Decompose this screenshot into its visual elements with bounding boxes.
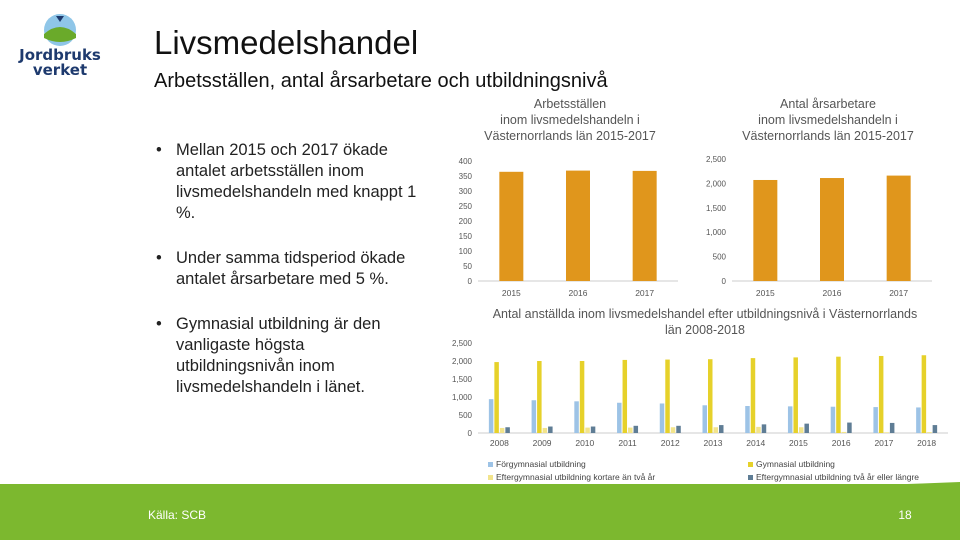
x-tick-label: 2015 xyxy=(501,288,521,298)
bar xyxy=(714,427,719,433)
bar xyxy=(873,407,878,433)
y-tick-label: 0 xyxy=(467,429,472,438)
chart1-arbetsstallen xyxy=(440,150,680,300)
bullet-item: • Mellan 2015 och 2017 ökade antalet arbetsställen inom livsmedelshandeln med knappt 1 %. xyxy=(150,140,420,224)
source-text: Källa: SCB xyxy=(148,508,207,522)
x-tick-label: 2016 xyxy=(822,288,842,298)
y-tick-label: 400 xyxy=(458,157,472,166)
chart3-title-line: län 2008-2018 xyxy=(665,323,745,337)
bar xyxy=(585,428,590,433)
bar xyxy=(703,405,708,433)
bar xyxy=(505,427,510,433)
chart3-title-line: Antal anställda inom livsmedelshandel efter utbildningsnivå i Västernorrlands xyxy=(492,307,918,321)
bar xyxy=(489,399,494,433)
bar xyxy=(842,432,847,433)
legend-swatch xyxy=(748,462,753,467)
slide-title: Livsmedelshandel xyxy=(154,24,419,61)
bar xyxy=(788,406,793,433)
bar xyxy=(574,401,579,433)
bullet-item: • Under samma tidsperiod ökade antalet årsarbetare med 5 %. xyxy=(150,248,420,290)
bar xyxy=(676,426,681,433)
x-tick-label: 2009 xyxy=(532,438,552,448)
bar xyxy=(804,424,809,433)
bar xyxy=(887,176,911,281)
legend-item xyxy=(488,459,586,469)
jordbruksverket-logo xyxy=(12,12,108,88)
y-tick-label: 2,000 xyxy=(451,357,472,366)
y-tick-label: 1,500 xyxy=(451,375,472,384)
bar xyxy=(831,407,836,433)
bar xyxy=(890,423,895,433)
y-tick-label: 500 xyxy=(458,411,472,420)
y-tick-label: 1,500 xyxy=(705,203,726,213)
bar xyxy=(753,180,777,281)
bar xyxy=(847,423,852,433)
y-tick-label: 350 xyxy=(458,172,472,181)
bar xyxy=(933,425,938,433)
bar xyxy=(566,171,590,281)
bar xyxy=(623,360,628,433)
chart2-title-line: Västernorrlands län 2015-2017 xyxy=(742,129,914,143)
bar xyxy=(532,400,537,433)
bar xyxy=(499,172,523,281)
legend-label: Eftergymnasial utbildning två år eller längre xyxy=(756,472,920,482)
y-tick-label: 1,000 xyxy=(705,228,726,238)
x-tick-label: 2008 xyxy=(489,438,509,448)
bar xyxy=(922,355,927,433)
bar xyxy=(719,425,724,433)
x-tick-label: 2017 xyxy=(635,288,655,298)
y-tick-label: 100 xyxy=(458,247,472,256)
y-tick-label: 1,000 xyxy=(451,393,472,402)
y-tick-label: 0 xyxy=(467,277,472,286)
bar xyxy=(756,427,761,433)
logo-line2: verket xyxy=(32,61,88,79)
bullet-item: • Gymnasial utbildning är den vanligaste högsta utbildningsnivån inom livsmedelshandeln i länet. xyxy=(150,314,420,398)
bar xyxy=(543,428,548,433)
bar xyxy=(836,357,841,433)
logo-line1: Jordbruks xyxy=(19,46,101,64)
x-tick-label: 2016 xyxy=(831,438,851,448)
bar xyxy=(820,178,844,281)
bar xyxy=(762,424,767,433)
chart2-arsarbetare xyxy=(690,150,935,300)
bar xyxy=(879,356,884,433)
x-tick-label: 2012 xyxy=(660,438,680,448)
bar xyxy=(671,427,676,433)
bar xyxy=(708,359,713,433)
x-tick-label: 2015 xyxy=(755,288,775,298)
y-tick-label: 300 xyxy=(458,187,472,196)
logo-text xyxy=(12,48,108,78)
legend-swatch xyxy=(488,462,493,467)
page-number: 18 xyxy=(898,508,912,522)
bar xyxy=(660,403,665,433)
bar xyxy=(633,171,657,281)
chart1-title xyxy=(460,96,680,144)
bar xyxy=(537,361,542,433)
bar xyxy=(628,428,633,433)
x-tick-label: 2014 xyxy=(746,438,766,448)
legend-label: Gymnasial utbildning xyxy=(756,459,835,469)
y-tick-label: 500 xyxy=(712,252,726,262)
chart3-title xyxy=(480,306,930,338)
chart1-title-line: inom livsmedelshandeln i xyxy=(500,113,640,127)
bar xyxy=(500,428,505,433)
bar xyxy=(548,427,553,433)
bar xyxy=(591,427,596,433)
legend-item xyxy=(748,459,835,469)
y-tick-label: 2,000 xyxy=(705,179,726,189)
bullet-list xyxy=(150,140,420,422)
y-tick-label: 200 xyxy=(458,217,472,226)
bar xyxy=(634,426,639,433)
bar xyxy=(665,360,670,433)
bar xyxy=(494,362,499,433)
y-tick-label: 2,500 xyxy=(705,155,726,164)
x-tick-label: 2010 xyxy=(575,438,595,448)
y-tick-label: 250 xyxy=(458,202,472,211)
x-tick-label: 2013 xyxy=(703,438,723,448)
bar xyxy=(617,403,622,433)
legend-label: Eftergymnasial utbildning kortare än två år xyxy=(496,472,656,482)
bar xyxy=(927,432,932,433)
x-tick-label: 2016 xyxy=(568,288,588,298)
x-tick-label: 2018 xyxy=(917,438,937,448)
bar xyxy=(793,357,798,433)
x-tick-label: 2017 xyxy=(874,438,894,448)
chart1-title-line: Västernorrlands län 2015-2017 xyxy=(484,129,656,143)
chart2-title-line: inom livsmedelshandeln i xyxy=(758,113,898,127)
chart3-utbildningsniva xyxy=(440,336,950,456)
slide-subtitle: Arbetsställen, antal årsarbetare och utbildningsnivå xyxy=(154,70,608,92)
chart1-title-line: Arbetsställen xyxy=(533,97,607,111)
bar xyxy=(745,406,750,433)
y-tick-label: 150 xyxy=(458,232,472,241)
x-tick-label: 2017 xyxy=(889,288,909,298)
y-tick-label: 2,500 xyxy=(451,339,472,348)
y-tick-label: 50 xyxy=(463,262,472,271)
chart2-title xyxy=(718,96,938,144)
footer-bar xyxy=(0,484,960,540)
bar xyxy=(799,427,804,433)
bar xyxy=(580,361,585,433)
chart2-title-line: Antal årsarbetare xyxy=(780,97,876,111)
bar xyxy=(884,432,889,433)
legend-label: Förgymnasial utbildning xyxy=(496,459,586,469)
x-tick-label: 2011 xyxy=(618,438,637,448)
bar xyxy=(751,358,756,433)
bar xyxy=(916,407,921,433)
x-tick-label: 2015 xyxy=(788,438,808,448)
y-tick-label: 0 xyxy=(721,277,726,286)
